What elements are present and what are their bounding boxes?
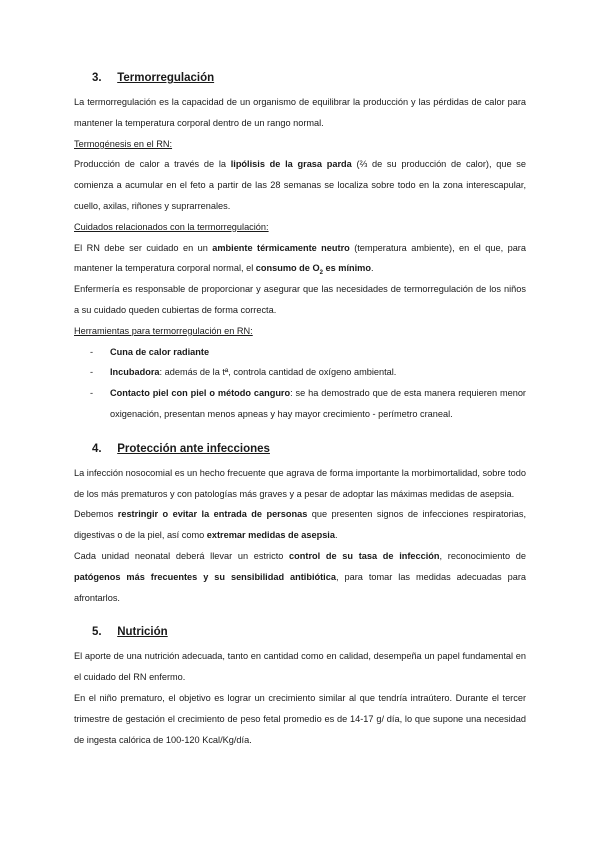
- paragraph: La termorregulación es la capacidad de un organismo de equilibrar la producción y las pérdidas de calor para mantener la temperatura corporal dentro de un rango normal.: [74, 97, 526, 128]
- paragraph: El aporte de una nutrición adecuada, tanto en cantidad como en calidad, desempeña un papel fundamental en el cuidado del RN enfermo.: [74, 651, 526, 683]
- section-title: Protección ante infecciones: [117, 442, 270, 455]
- subheading: Termogénesis en el RN:: [74, 138, 173, 149]
- section-number: 3.: [92, 72, 102, 84]
- section-number: 4.: [92, 442, 102, 455]
- document-page: [74, 70, 526, 750]
- section-title: Nutrición: [117, 626, 168, 639]
- paragraph: La infección nosocomial es un hecho frecuente que agrava de forma importante la morbimortalidad, sobre todo de los más prematuros y con patologías más graves y a pesar de adoptar las máximas medidas de asepsia.: [74, 467, 526, 499]
- list-item: - Contacto piel con piel o método canguro: se ha demostrado que de esta manera requieren menor oxigenación, presentan menos apneas y hay mayor crecimiento - perímetro craneal.: [90, 388, 526, 419]
- section-heading-nutricion: [74, 624, 526, 640]
- list-item: - Incubadora: además de la tª, controla cantidad de oxígeno ambiental.: [90, 367, 397, 378]
- subheading: Cuidados relacionados con la termorregulación:: [74, 221, 269, 232]
- section-heading-infecciones: [74, 441, 526, 457]
- section-heading-termorregulacion: [74, 70, 526, 86]
- paragraph: En el niño prematuro, el objetivo es lograr un crecimiento similar al que tendría intraútero. Durante el tercer trimestre de gestación el crecimiento de peso fetal promedio es de 14-17 g/ día, lo que supone una necesidad de ingesta calórica de 100-120 Kcal/Kg/día.: [74, 692, 526, 745]
- subheading: Herramientas para termorregulación en RN:: [74, 325, 253, 336]
- tools-list: [74, 342, 526, 425]
- section-number: 5.: [92, 626, 102, 639]
- paragraph: El RN debe ser cuidado en un ambiente térmicamente neutro (temperatura ambiente), en el que, para mantener la temperatura corporal normal, el consumo de $O_2$ es mínimo.: [74, 242, 526, 277]
- section-title: Termorregulación: [117, 72, 215, 84]
- paragraph: Cada unidad neonatal deberá llevar un estricto control de su tasa de infección, reconocimiento de patógenos más frecuentes y su sensibilidad antibiótica, para tomar las medidas adecuadas para afrontarlos.: [74, 550, 526, 603]
- paragraph: Debemos restringir o evitar la entrada de personas que presenten signos de infecciones respiratorias, digestivas o de la piel, así como extremar medidas de asepsia.: [74, 509, 527, 541]
- list-item: - Cuna de calor radiante: [90, 346, 210, 357]
- paragraph: Enfermería es responsable de proporcionar y asegurar que las necesidades de termorregulación de los niños a su cuidado queden cubiertas de forma correcta.: [74, 284, 526, 315]
- paragraph: Producción de calor a través de la lipólisis de la grasa parda (⅔ de su producción de calor), que se comienza a acumular en el feto a partir de las 28 semanas se localiza sobre todo en la zona interescapular, cuello, axilas, riñones y suprarrenales.: [74, 159, 526, 211]
